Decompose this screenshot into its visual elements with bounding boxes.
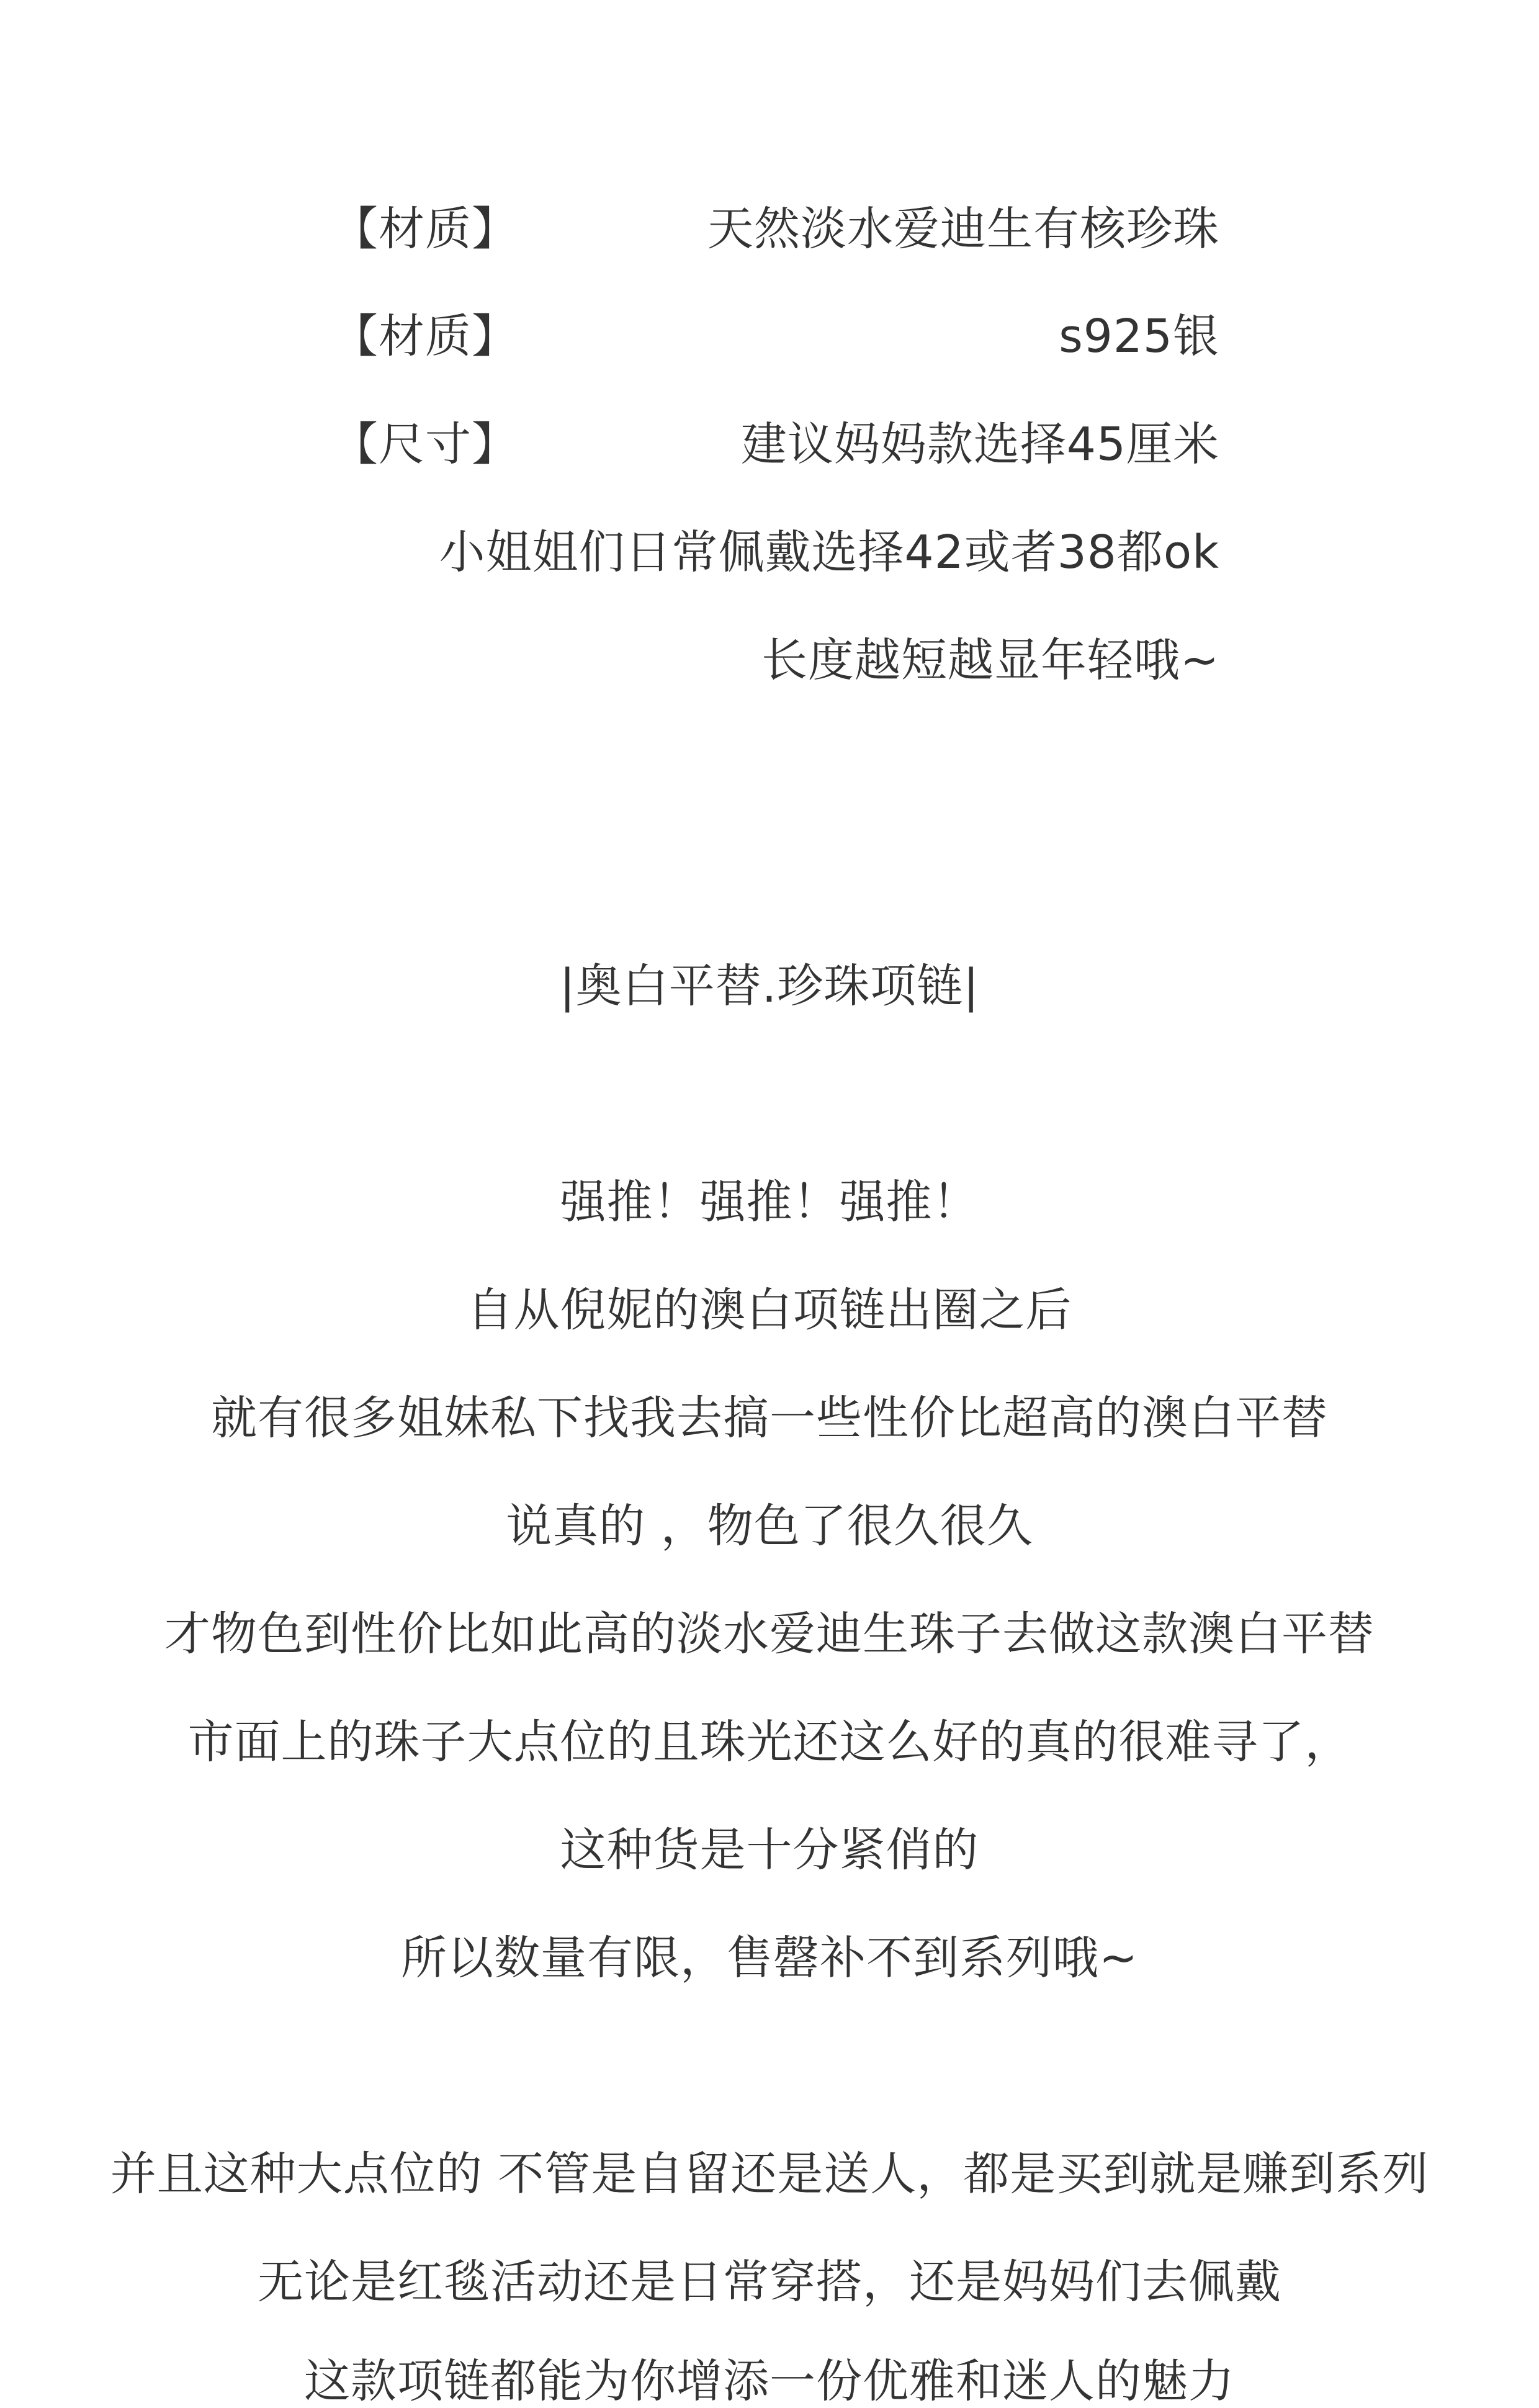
body-line: 才物色到性价比如此高的淡水爱迪生珠子去做这款澳白平替: [164, 1607, 1375, 1661]
spec-value-material-2: s925银: [1059, 310, 1219, 363]
body-line: 说真的 ，物色了很久很久: [506, 1499, 1033, 1553]
body-line: 就有很多姐妹私下找我去搞一些性价比超高的澳白平替: [211, 1391, 1328, 1445]
spec-label-material-2: 【材质】: [332, 310, 518, 363]
body-line: 并且这种大点位的 不管是自留还是送人，都是买到就是赚到系列: [110, 2147, 1429, 2201]
body-line: 这种货是十分紧俏的: [560, 1823, 979, 1877]
spec-label-material: 【材质】: [332, 202, 518, 256]
size-note-2: 长度越短越显年轻哦~: [761, 634, 1219, 687]
section-title: |奥白平替.珍珠项链|: [559, 959, 980, 1013]
spec-label-size: 【尺寸】: [332, 418, 518, 471]
body-line: 强推！强推！强推！: [560, 1175, 979, 1229]
body-line: 这款项链都能为你增添一份优雅和迷人的魅力: [304, 2355, 1235, 2408]
size-note-1: 小姐姐们日常佩戴选择42或者38都ok: [439, 526, 1219, 579]
body-line: 所以数量有限，售罄补不到系列哦~: [400, 1931, 1138, 1985]
body-line: 自从倪妮的澳白项链出圈之后: [467, 1283, 1072, 1337]
spec-value-material: 天然淡水爱迪生有核珍珠: [707, 202, 1219, 256]
body-line: 无论是红毯活动还是日常穿搭，还是妈妈们去佩戴: [258, 2255, 1281, 2309]
spec-value-size: 建议妈妈款选择45厘米: [740, 418, 1219, 471]
body-line: 市面上的珠子大点位的且珠光还这么好的真的很难寻了，: [187, 1715, 1352, 1769]
